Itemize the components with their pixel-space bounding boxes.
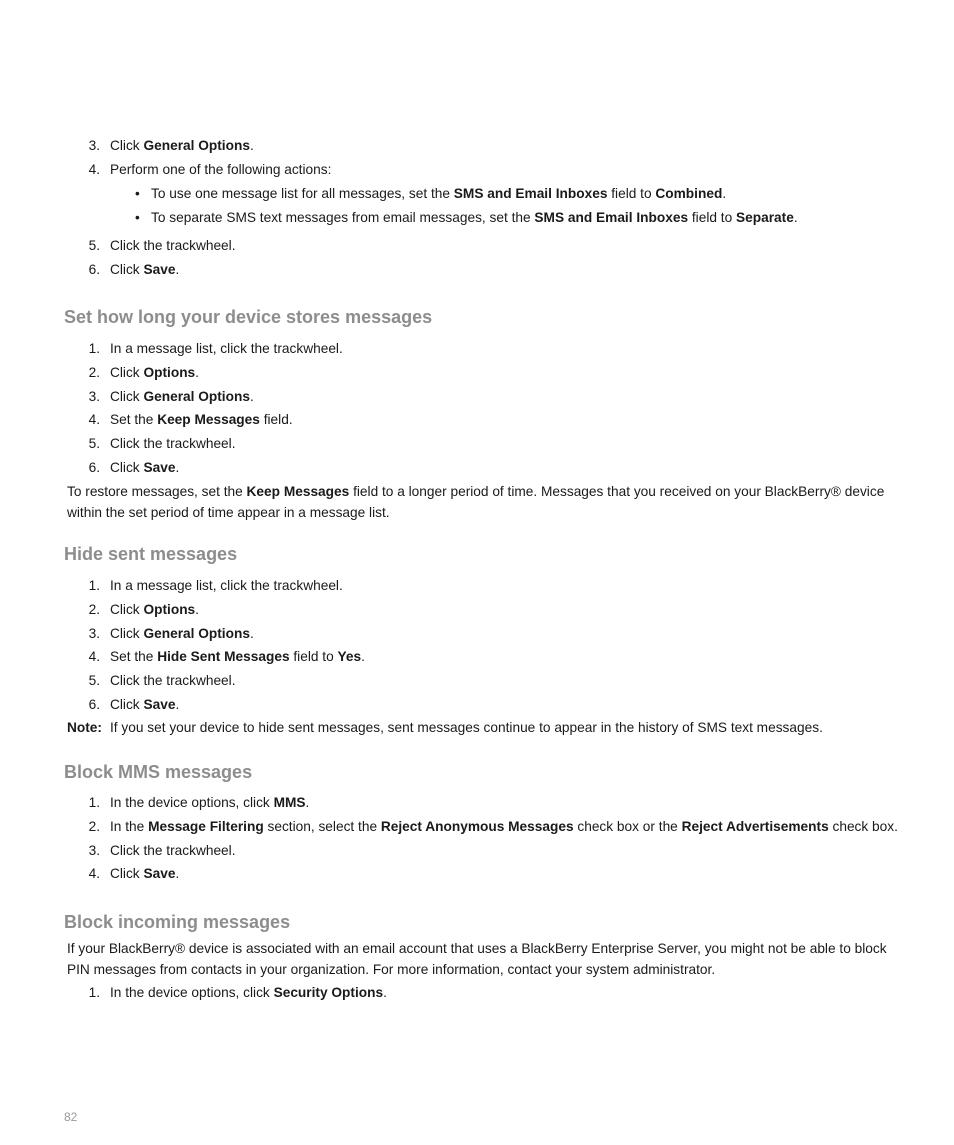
step-text: Click Save. bbox=[110, 459, 180, 475]
step-number: 6. bbox=[88, 696, 100, 712]
step-number: 4. bbox=[88, 649, 100, 665]
step-text: To separate SMS text messages from email messages, set the SMS and Email Inboxes field to Separate. bbox=[151, 209, 798, 225]
heading-block-incoming: Block incoming messages bbox=[64, 912, 291, 932]
step-text: Set the Hide Sent Messages field to Yes. bbox=[110, 649, 365, 665]
step-text: In a message list, click the trackwheel. bbox=[110, 341, 343, 356]
step-number: 3. bbox=[88, 388, 100, 404]
step-text: Click the trackwheel. bbox=[110, 436, 236, 452]
hide-note bbox=[67, 720, 907, 735]
page-number: 82 bbox=[64, 1110, 78, 1124]
step-text: Click Save. bbox=[110, 261, 180, 277]
step-text: Perform one of the following actions: bbox=[110, 161, 332, 177]
step-number: 1. bbox=[88, 578, 100, 593]
bullet-marker: • bbox=[135, 209, 140, 225]
step-text: Click the trackwheel. bbox=[110, 673, 236, 689]
step-number: 6. bbox=[88, 261, 100, 277]
step-number: 1. bbox=[88, 341, 100, 356]
incoming-paragraph: If your BlackBerry® device is associated with an email account that uses a BlackBerry Enterprise Server, you might not be able to block PIN messages from contacts in your organization. For more information, contact your system administrator. bbox=[67, 941, 887, 977]
step-number: 5. bbox=[88, 673, 100, 689]
heading-store-messages: Set how long your device stores messages bbox=[64, 307, 433, 327]
bullet-marker: • bbox=[135, 186, 140, 201]
step-text: Click Save. bbox=[110, 696, 180, 712]
step-text: Click Options. bbox=[110, 601, 199, 617]
step-text: To use one message list for all messages, set the SMS and Email Inboxes field to Combined. bbox=[151, 186, 727, 201]
step-text: In a message list, click the trackwheel. bbox=[110, 578, 343, 593]
step-text: In the device options, click Security Options. bbox=[110, 985, 387, 1000]
step-text: In the Message Filtering section, select the Reject Anonymous Messages check box or the Reject Advertisements check box. bbox=[110, 818, 898, 834]
step-text: Click General Options. bbox=[110, 138, 254, 153]
step-text: Click General Options. bbox=[110, 625, 254, 641]
note-text: If you set your device to hide sent messages, sent messages continue to appear in the history of SMS text messages. bbox=[109, 720, 823, 735]
step-text: Click General Options. bbox=[110, 388, 254, 404]
step-number: 5. bbox=[88, 238, 100, 253]
step-number: 1. bbox=[88, 795, 100, 810]
step-number: 1. bbox=[88, 985, 100, 1000]
step-number: 2. bbox=[88, 818, 100, 834]
step-text: Click Save. bbox=[110, 866, 180, 882]
note-label: Note: bbox=[67, 720, 102, 735]
step-number: 3. bbox=[88, 625, 100, 641]
step-text: Set the Keep Messages field. bbox=[110, 412, 293, 428]
step-number: 3. bbox=[88, 842, 100, 858]
step-number: 2. bbox=[88, 601, 100, 617]
step-number: 5. bbox=[88, 436, 100, 452]
step-text: Click the trackwheel. bbox=[110, 238, 236, 253]
step-number: 4. bbox=[88, 161, 100, 177]
heading-hide-sent: Hide sent messages bbox=[64, 544, 238, 564]
step-text: In the device options, click MMS. bbox=[110, 795, 310, 810]
step-number: 4. bbox=[88, 866, 100, 882]
store-paragraph: To restore messages, set the Keep Messages field to a longer period of time. Messages that you received on your BlackBerry® device within the set period of time appear in a message list. bbox=[67, 484, 885, 520]
step-number: 6. bbox=[88, 459, 100, 475]
step-number: 3. bbox=[88, 138, 100, 153]
heading-block-mms: Block MMS messages bbox=[64, 762, 253, 782]
step-number: 4. bbox=[88, 412, 100, 428]
step-text: Click the trackwheel. bbox=[110, 842, 236, 858]
step-text: Click Options. bbox=[110, 364, 199, 380]
step-number: 2. bbox=[88, 364, 100, 380]
